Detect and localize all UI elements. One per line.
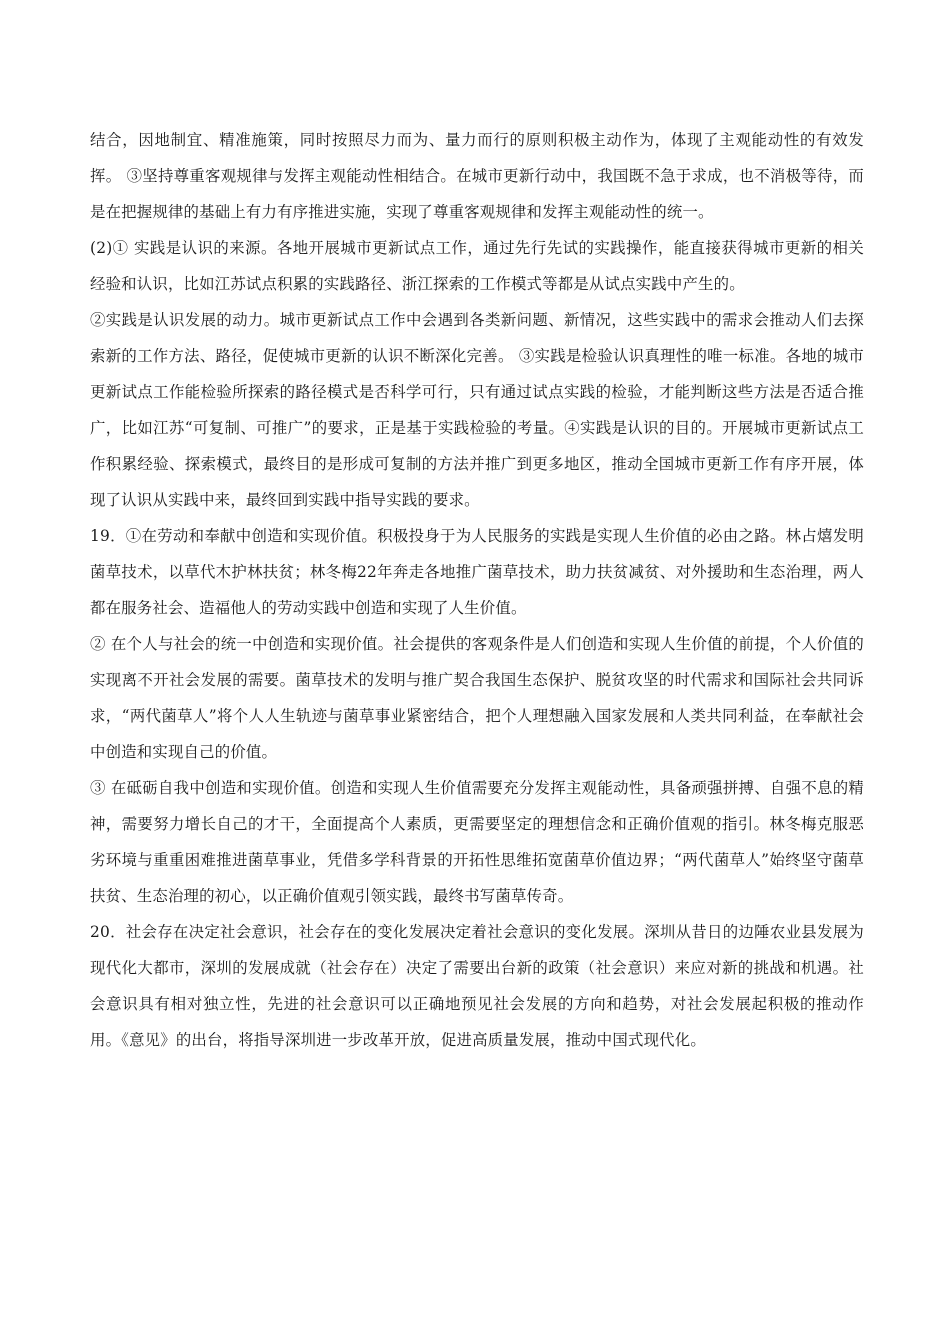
paragraph-q19-point2: ② 在个人与社会的统一中创造和实现价值。社会提供的客观条件是人们创造和实现人生价值的前提，个人价值的实现离不开社会发展的需要。菌草技术的发明与推广契合我国生态保护、脱贫攻坚的时代需求和国际社会共同诉求，“两代菌草人”将个人人生轨迹与菌草事业紧密结合，把个人理想融入国家发展和人类共同利益，在奉献社会中创造和实现自己的价值。 [90, 635, 864, 761]
answer-text-body [90, 122, 864, 1058]
paragraph-q19-point1: 19．①在劳动和奉献中创造和实现价值。积极投身于为人民服务的实践是实现人生价值的必由之路。林占熺发明菌草技术，以草代木护林扶贫；林冬梅22年奔走各地推广菌草技术，助力扶贫减贫、对外援助和生态治理，两人都在服务社会、造福他人的劳动实践中创造和实现了人生价值。 [90, 527, 864, 617]
paragraph-continuation: 结合，因地制宜、精准施策，同时按照尽力而为、量力而行的原则积极主动作为，体现了主观能动性的有效发挥。 ③坚持尊重客观规律与发挥主观能动性相结合。在城市更新行动中，我国既不急于求成，也不消极等待，而是在把握规律的基础上有力有序推进实施，实现了尊重客观规律和发挥主观能动性的统一。 [90, 131, 864, 221]
paragraph-q19-point3: ③ 在砥砺自我中创造和实现价值。创造和实现人生价值需要充分发挥主观能动性，具备顽强拼搏、自强不息的精神，需要努力增长自己的才干，全面提高个人素质，更需要坚定的理想信念和正确价值观的指引。林冬梅克服恶劣环境与重重困难推进菌草事业，凭借多学科背景的开拓性思维拓宽菌草价值边界；“两代菌草人”始终坚守菌草扶贫、生态治理的初心，以正确价值观引领实践，最终书写菌草传奇。 [90, 779, 864, 905]
paragraph-q20: 20．社会存在决定社会意识，社会存在的变化发展决定着社会意识的变化发展。深圳从昔日的边陲农业县发展为现代化大都市，深圳的发展成就（社会存在）决定了需要出台新的政策（社会意识）来应对新的挑战和机遇。社会意识具有相对独立性，先进的社会意识可以正确地预见社会发展的方向和趋势，对社会发展起积极的推动作用。《意见》的出台，将指导深圳进一步改革开放，促进高质量发展，推动中国式现代化。 [90, 923, 864, 1049]
paragraph-q2-point1: (2)① 实践是认识的来源。各地开展城市更新试点工作，通过先行先试的实践操作，能直接获得城市更新的相关经验和认识，比如江苏试点积累的实践路径、浙江探索的工作模式等都是从试点实践中产生的。 [90, 239, 864, 293]
paragraph-q2-points2to4: ②实践是认识发展的动力。城市更新试点工作中会遇到各类新问题、新情况，这些实践中的需求会推动人们去探索新的工作方法、路径，促使城市更新的认识不断深化完善。 ③实践是检验认识真理性的唯一标准。各地的城市更新试点工作能检验所探索的路径模式是否科学可行，只有通过试点实践的检验，才能判断这些方法是否适合推广，比如江苏“可复制、可推广”的要求，正是基于实践检验的考量。④实践是认识的目的。开展城市更新试点工作积累经验、探索模式，最终目的是形成可复制的方法并推广到更多地区，推动全国城市更新工作有序开展，体现了认识从实践中来，最终回到实践中指导实践的要求。 [90, 311, 864, 509]
